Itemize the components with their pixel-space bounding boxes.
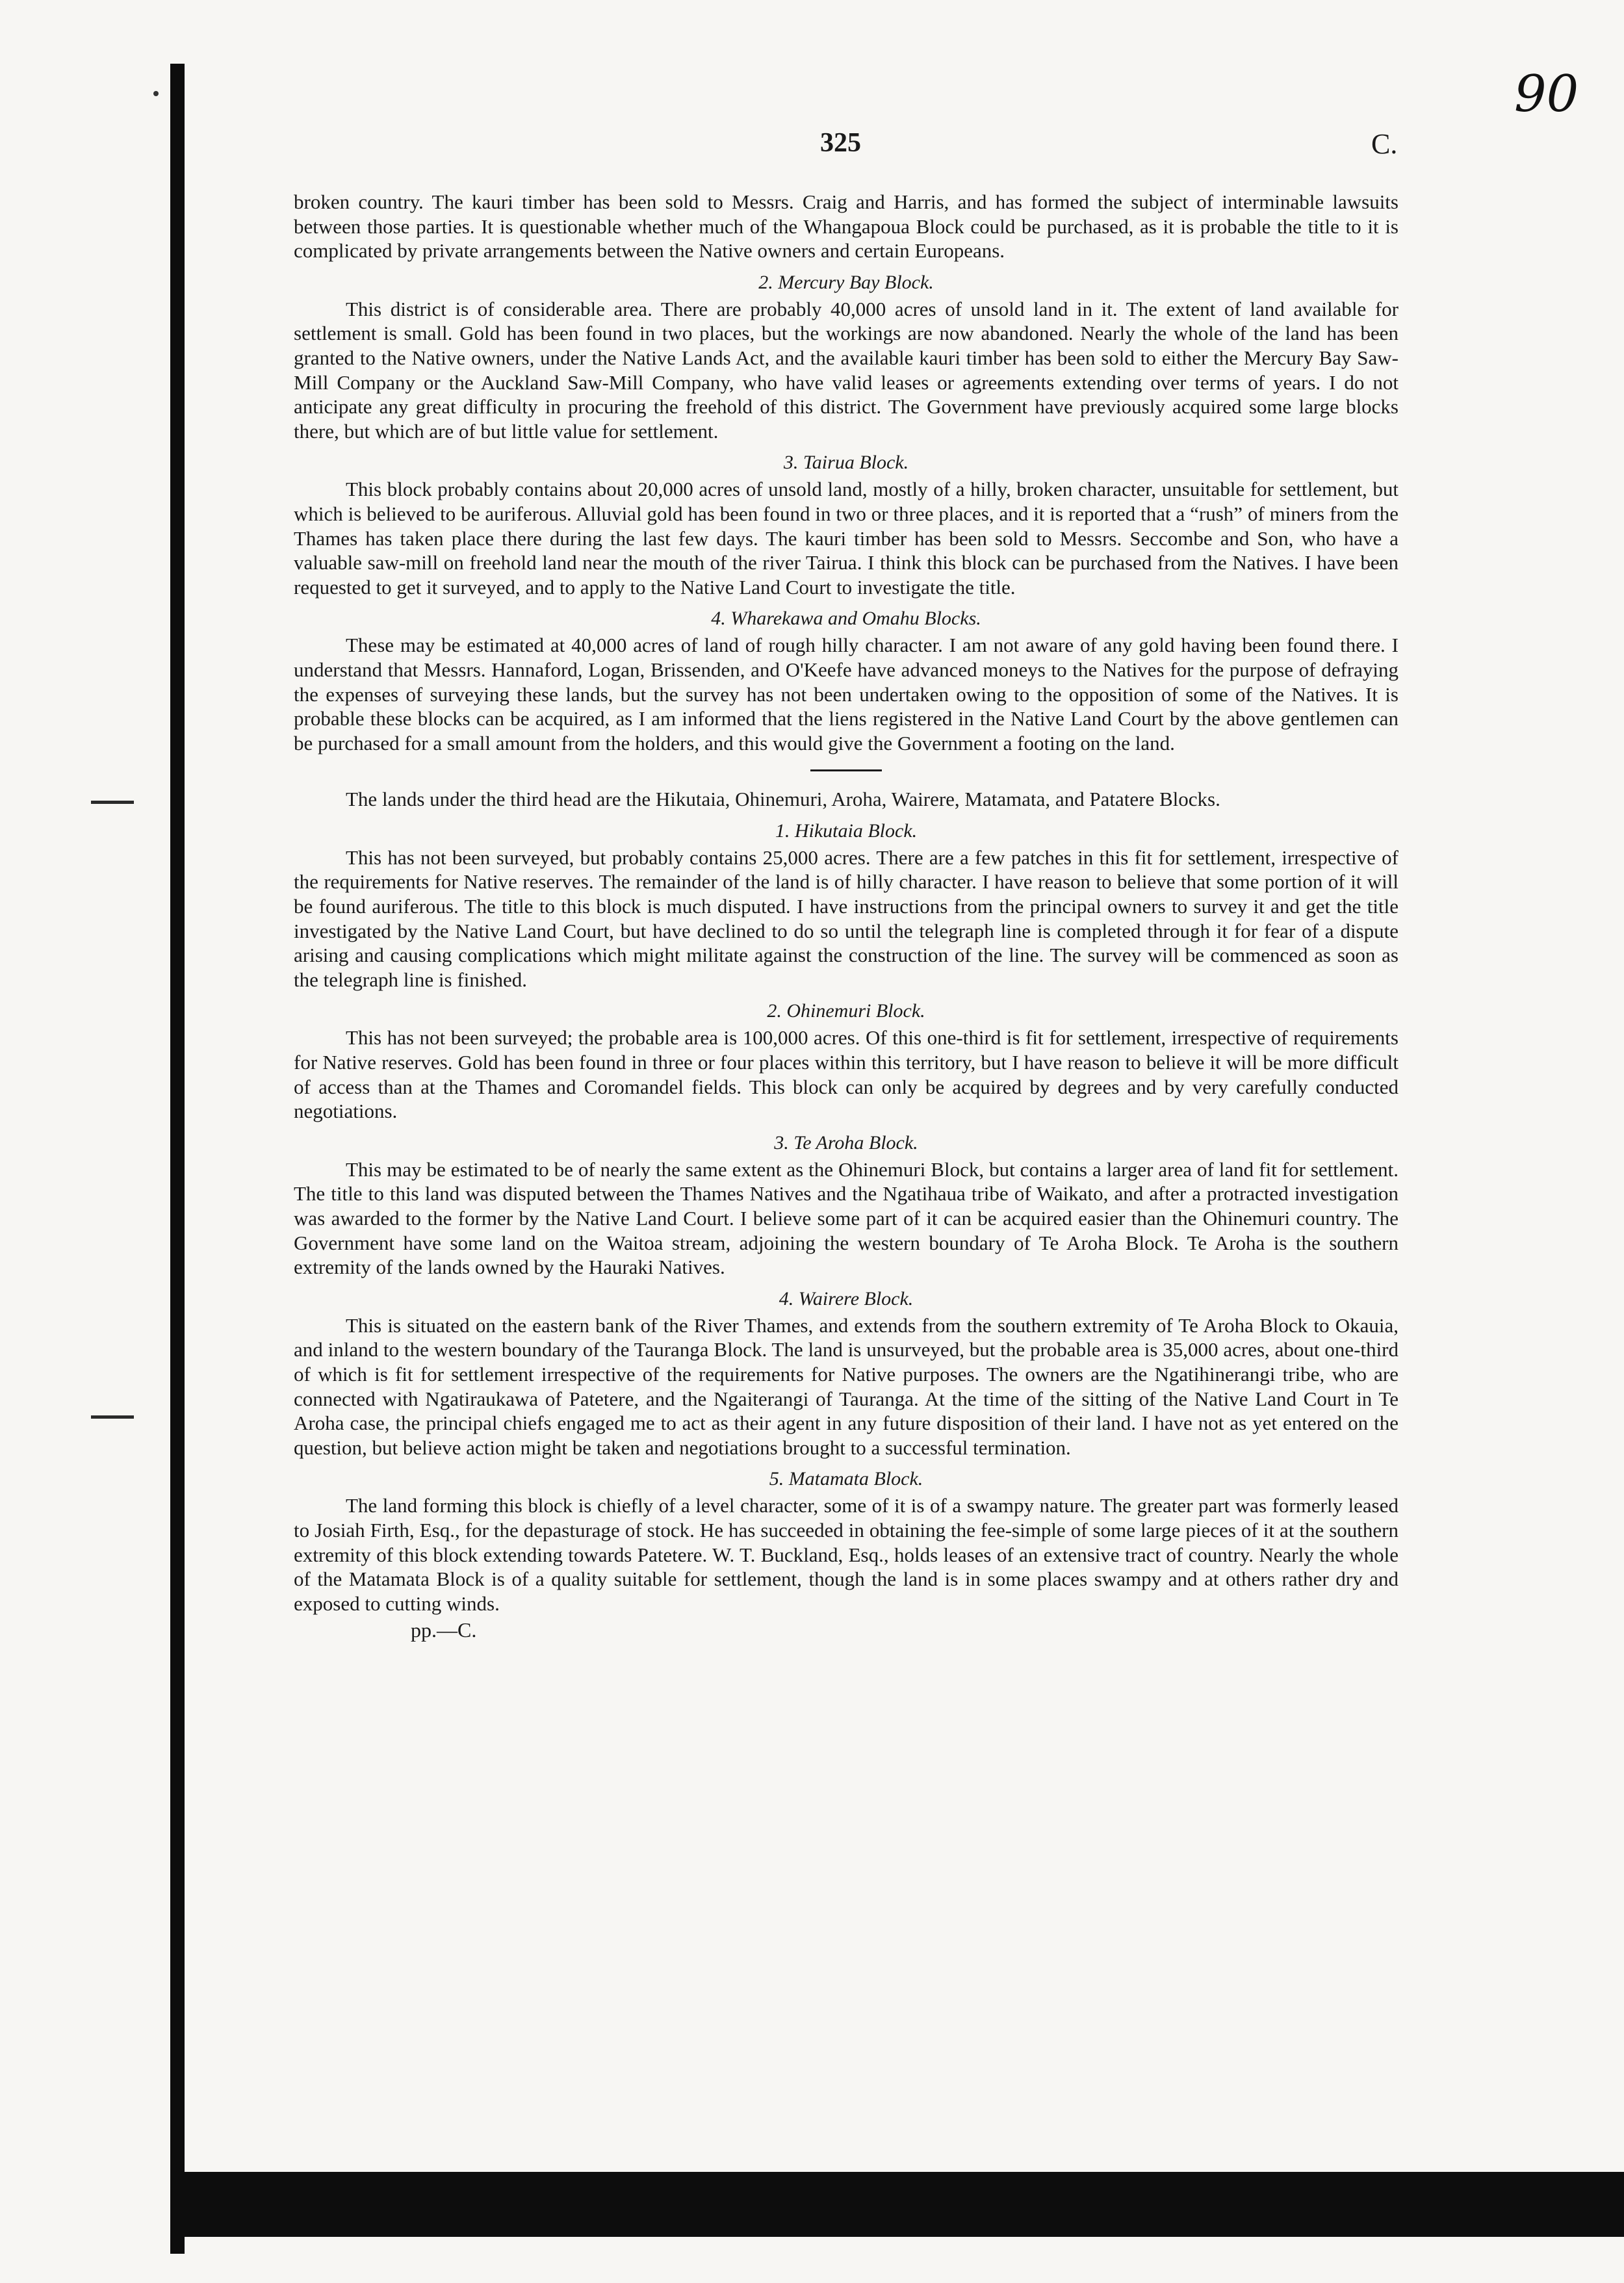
margin-dot [153, 91, 159, 96]
section-divider [810, 769, 882, 771]
document-body [294, 190, 1398, 1643]
paragraph: This block probably contains about 20,000 acres of unsold land, mostly of a hilly, broken character, unsuitable for settlement, but which is believed to be auriferous. Alluvial gold has been found in two or three places, and it is reported that a “rush” of miners from the Thames has taken place there during the last few days. The kauri timber has been sold to Messrs. Seccombe and Son, who have a valuable saw-mill on freehold land near the mouth of the river Tairua. I think this block can be purchased from the Natives. I have been requested to get it surveyed, and to apply to the Native Land Court to investigate the title. [294, 478, 1398, 599]
folio-number: 90 [1514, 65, 1579, 123]
signature-line: pp.—C. [411, 1618, 477, 1642]
paragraph: The land forming this block is chiefly of a level character, some of it is of a swampy nature. The greater part was formerly leased to Josiah Firth, Esq., for the depasturage of stock. He has succeeded in obtaining the fee-simple of some large pieces of it at the southern extremity of this block extending towards Patetere. W. T. Buckland, Esq., holds leases of an extensive tract of country. Nearly the whole of the Matamata Block is of a quality suitable for settlement, though the land is in some places swampy and at others rather dry and exposed to cutting winds. [294, 1494, 1398, 1615]
paragraph: This district is of considerable area. There are probably 40,000 acres of unsold land in it. The extent of land available for settlement is small. Gold has been found in two places, but the workings are now abandoned. Nearly the whole of the land has been granted to the Native owners, under the Native Lands Act, and the available kauri timber has been sold to either the Mercury Bay Saw-Mill Company or the Auckland Saw-Mill Company, who have valid leases or agreements extending over terms of years. I do not anticipate any great difficulty in procuring the freehold of this district. The Government have previously acquired some large blocks there, but which are of but little value for settlement. [294, 297, 1398, 443]
paragraph: This may be estimated to be of nearly the same extent as the Ohinemuri Block, but contains a larger area of land fit for settlement. The title to this land was disputed between the Thames Natives and the Ngatihaua tribe of Waikato, and after a protracted investigation was awarded to the former by the Native Land Court. I believe some part of it can be acquired easier than the Ohinemuri country. The Government have some land on the Waitoa stream, adjoining the western boundary of Te Aroha Block. Te Aroha is the southern extremity of the lands owned by the Hauraki Natives. [294, 1157, 1398, 1279]
page-header [292, 127, 1397, 166]
section-heading: 3. Te Aroha Block. [774, 1131, 918, 1154]
series-label: C. [1371, 128, 1398, 160]
section-heading: 2. Mercury Bay Block. [758, 271, 934, 293]
paragraph: This is situated on the eastern bank of the River Thames, and extends from the southern extremity of Te Aroha Block to Okauia, and inland to the western boundary of the Tauranga Block. The land is unsurveyed, but the probable area is 35,000 acres, about one-third of which is fit for settlement irrespective of the requirements for Native purposes. The owners are the Ngatihinerangi tribe, who are connected with Ngatiraukawa of Patetere, and the Ngaiterangi of Tauranga. At the time of the sitting of the Native Land Court in Te Aroha case, the principal chiefs engaged me to act as their agent in any future disposition of their land. I have not as yet entered on the question, but believe action might be taken and negotiations brought to a successful termination. [294, 1313, 1398, 1459]
section-heading: 5. Matamata Block. [769, 1468, 923, 1490]
section-heading: 3. Tairua Block. [783, 452, 909, 474]
section-heading: 1. Hikutaia Block. [775, 819, 918, 842]
paragraph: This has not been surveyed, but probably contains 25,000 acres. There are a few patches in this fit for settlement, irrespective of the requirements for Native reserves. The remainder of the land is of hilly character. I have reason to believe that some portion of it will be found auriferous. The title to this block is much disputed. I have instructions from the principal owners to survey it and get the title investigated by the Native Land Court, but have declined to do so until the telegraph line is completed through it for fear of a dispute arising and causing complications which might militate against the construction of the line. The survey will be commenced as soon as the telegraph line is finished. [294, 845, 1398, 991]
section-heading: 4. Wharekawa and Omahu Blocks. [711, 608, 981, 630]
paragraph: These may be estimated at 40,000 acres of land of rough hilly character. I am not aware of any gold having been found there. I understand that Messrs. Hannaford, Logan, Brissenden, and O'Keefe have advanced moneys to the Natives for the purpose of defraying the expenses of surveying these lands, but the survey has not been undertaken owing to the opposition of some of the Natives. It is probable these blocks can be acquired, as I am informed that the liens registered in the Native Land Court by the above gentlemen can be purchased for a small amount from the holders, and this would give the Government a footing on the land. [294, 634, 1398, 755]
paragraph: broken country. The kauri timber has been sold to Messrs. Craig and Harris, and has formed the subject of interminable lawsuits between those parties. It is questionable whether much of the Whangapoua Block could be purchased, as it is probable the title to it is complicated by private arrangements between the Native owners and certain Europeans. [294, 190, 1398, 263]
paragraph: The lands under the third head are the Hikutaia, Ohinemuri, Aroha, Wairere, Matamata, and Patatere Blocks. [346, 788, 1220, 811]
section-heading: 2. Ohinemuri Block. [767, 1000, 925, 1022]
paragraph: This has not been surveyed; the probable area is 100,000 acres. Of this one-third is fit for settlement, irrespective of requirements for Native reserves. Gold has been found in three or four places within this territory, but I have reason to believe it will be more difficult of access than at the Thames and Coromandel fields. This block can only be acquired by degrees and by very carefully conducted negotiations. [294, 1026, 1398, 1123]
margin-mark [91, 1415, 134, 1419]
margin-mark [91, 801, 134, 804]
page-binding-edge [170, 64, 185, 2254]
section-heading: 4. Wairere Block. [779, 1287, 914, 1309]
page-bottom-edge [170, 2172, 1624, 2237]
page-number: 325 [820, 128, 861, 158]
